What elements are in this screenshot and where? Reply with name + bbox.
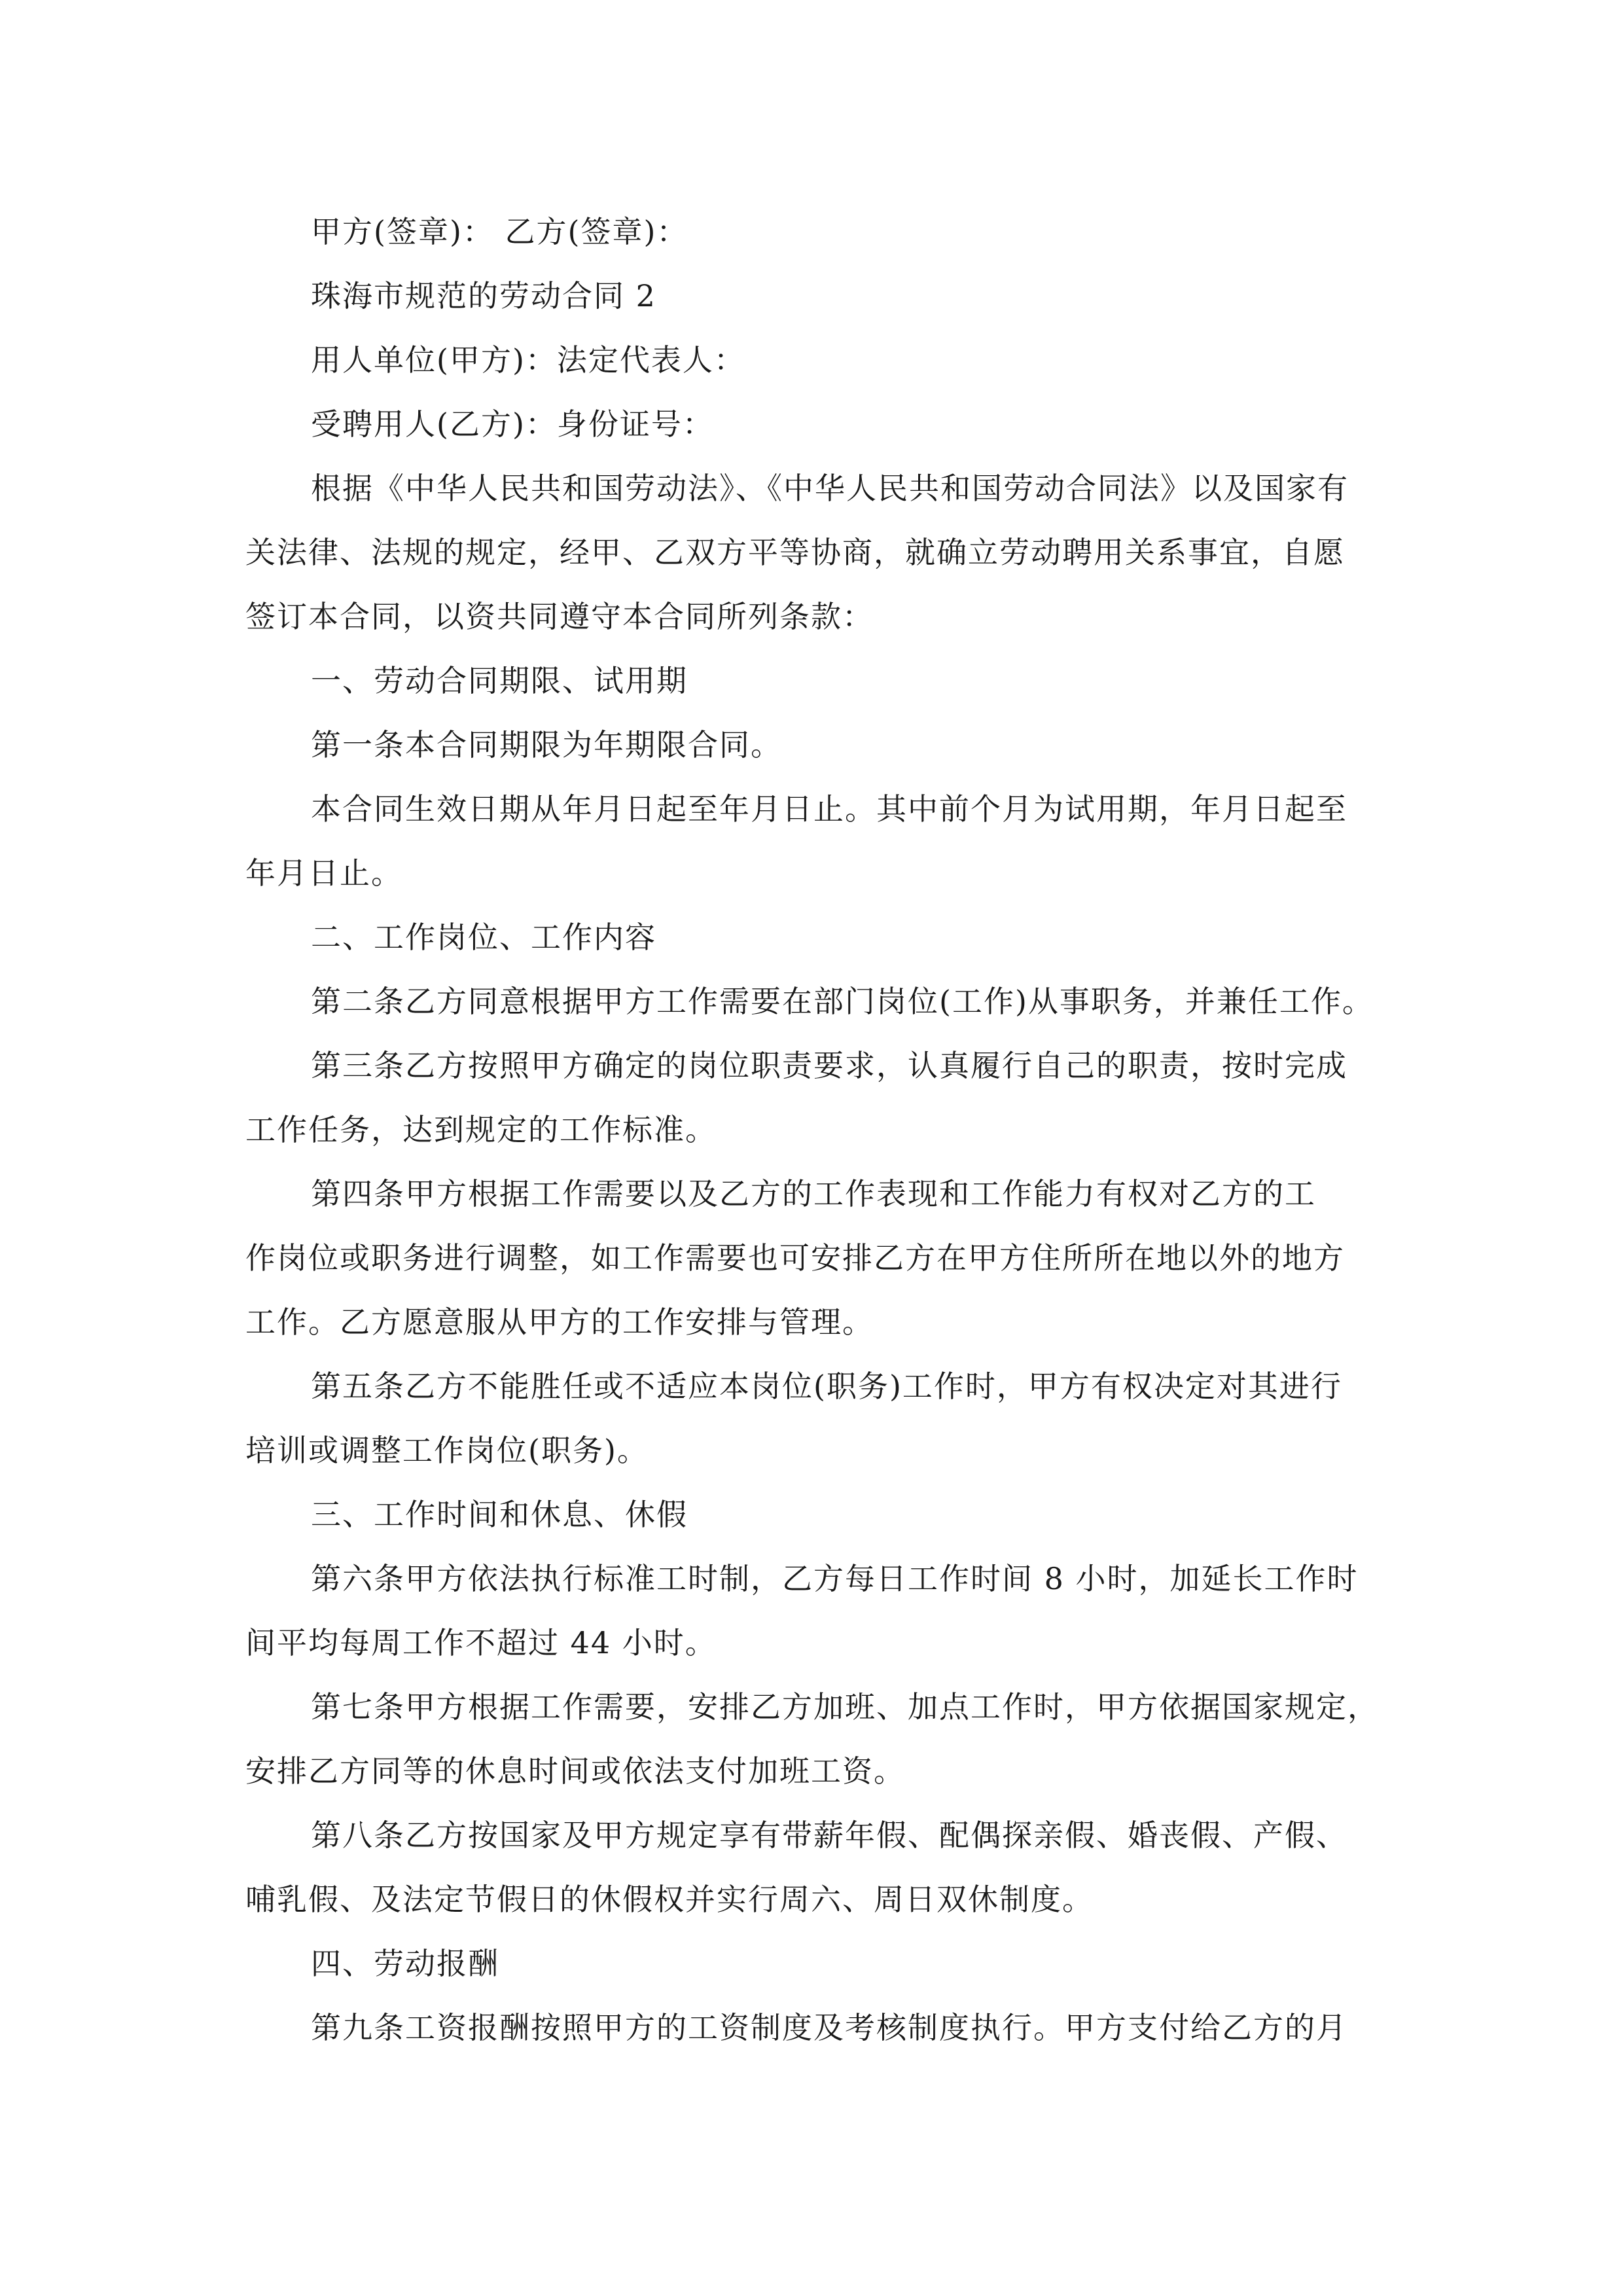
article-line: 第三条乙方按照甲方确定的岗位职责要求，认真履行自己的职责，按时完成 xyxy=(311,1048,1347,1083)
article-line: 工作任务，达到规定的工作标准。 xyxy=(245,1112,717,1147)
section-heading: 三、工作时间和休息、休假 xyxy=(311,1497,688,1532)
article-line: 第九条工资报酬按照甲方的工资制度及考核制度执行。甲方支付给乙方的月 xyxy=(311,2010,1347,2045)
article-line: 第六条甲方依法执行标准工时制，乙方每日工作时间 8 小时，加延长工作时 xyxy=(311,1561,1359,1596)
preamble-line: 关法律、法规的规定，经甲、乙双方平等协商，就确立劳动聘用关系事宜，自愿 xyxy=(245,535,1345,570)
section-heading: 四、劳动报酬 xyxy=(311,1946,499,1981)
article-line: 第七条甲方根据工作需要，安排乙方加班、加点工作时，甲方依据国家规定， xyxy=(311,1689,1379,1725)
article-line: 第八条乙方按国家及甲方规定享有带薪年假、配偶探亲假、婚丧假、产假、 xyxy=(311,1818,1347,1853)
preamble-line: 签订本合同，以资共同遵守本合同所列条款： xyxy=(245,599,874,634)
employee-field: 受聘用人(乙方)：身份证号： xyxy=(311,406,714,442)
section-heading: 一、劳动合同期限、试用期 xyxy=(311,663,688,698)
article-line: 本合同生效日期从年月日起至年月日止。其中前个月为试用期，年月日起至 xyxy=(311,791,1347,827)
article-line: 培训或调整工作岗位(职务)。 xyxy=(245,1433,649,1468)
signature-line: 甲方(签章)： 乙方(签章)： xyxy=(311,214,688,249)
article-line: 第五条乙方不能胜任或不适应本岗位(职务)工作时，甲方有权决定对其进行 xyxy=(311,1369,1342,1404)
article-line: 第四条甲方根据工作需要以及乙方的工作表现和工作能力有权对乙方的工 xyxy=(311,1176,1316,1211)
article-line: 第二条乙方同意根据甲方工作需要在部门岗位(工作)从事职务，并兼任工作。 xyxy=(311,984,1374,1019)
article-line: 年月日止。 xyxy=(245,855,402,891)
article-line: 安排乙方同等的休息时间或依法支付加班工资。 xyxy=(245,1753,905,1789)
article-line: 哺乳假、及法定节假日的休假权并实行周六、周日双休制度。 xyxy=(245,1882,1094,1917)
employer-field: 用人单位(甲方)：法定代表人： xyxy=(311,342,745,378)
contract-title: 珠海市规范的劳动合同 2 xyxy=(311,278,656,314)
article-line: 作岗位或职务进行调整，如工作需要也可安排乙方在甲方住所所在地以外的地方 xyxy=(245,1240,1345,1276)
article-line: 工作。乙方愿意服从甲方的工作安排与管理。 xyxy=(245,1304,874,1340)
article-line: 间平均每周工作不超过 44 小时。 xyxy=(245,1625,717,1660)
preamble-line: 根据《中华人民共和国劳动法》、《中华人民共和国劳动合同法》以及国家有 xyxy=(311,471,1349,506)
section-heading: 二、工作岗位、工作内容 xyxy=(311,920,656,955)
article-line: 第一条本合同期限为年期限合同。 xyxy=(311,727,782,762)
document-body xyxy=(245,200,1381,2060)
